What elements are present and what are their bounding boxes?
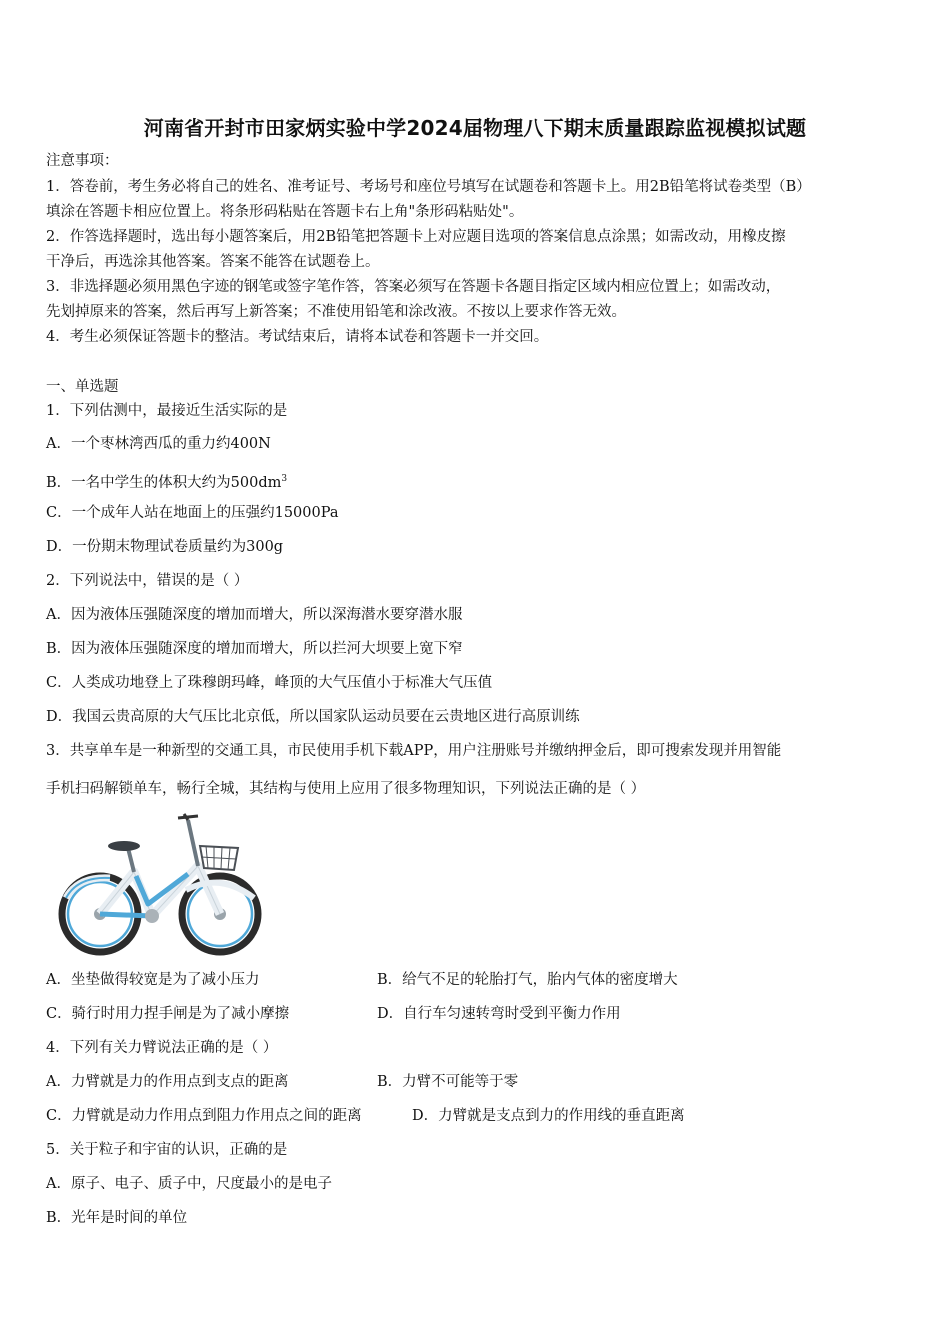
notice-line: 3．非选择题必须用黑色字迹的钢笔或签字笔作答，答案必须写在答题卡各题目指定区域内相应位置上；如需改动， bbox=[46, 279, 781, 295]
q4-option-d: D．力臂就是支点到力的作用线的垂直距离 bbox=[412, 1108, 685, 1124]
q4-option-b: B．力臂不可能等于零 bbox=[377, 1074, 519, 1090]
notice-line: 填涂在答题卡相应位置上。将条形码粘贴在答题卡右上角"条形码粘贴处"。 bbox=[46, 204, 524, 220]
handlebar bbox=[178, 814, 198, 820]
q2-option-d: D．我国云贵高原的大气压比北京低，所以国家队运动员要在云贵地区进行高原训练 bbox=[46, 709, 580, 725]
notice-line: 2．作答选择题时，选出每小题答案后，用2B铅笔把答题卡上对应题目选项的答案信息点涂黑；如需改动，用橡皮擦 bbox=[46, 229, 786, 245]
q2-option-c: C．人类成功地登上了珠穆朗玛峰，峰顶的大气压值小于标准大气压值 bbox=[46, 675, 493, 691]
q1-option-b-superscript: 3 bbox=[281, 474, 288, 484]
q1-stem: 1．下列估测中，最接近生活实际的是 bbox=[46, 403, 288, 419]
notice-line: 干净后，再选涂其他答案。答案不能答在试题卷上。 bbox=[46, 254, 380, 270]
q4-stem: 4．下列有关力臂说法正确的是（ ） bbox=[46, 1040, 278, 1056]
q1-option-c: C．一个成年人站在地面上的压强约15000Pa bbox=[46, 505, 339, 521]
q3-option-d: D．自行车匀速转弯时受到平衡力作用 bbox=[377, 1006, 621, 1022]
q1-option-b-text: B．一名中学生的体积大约为500dm bbox=[46, 475, 282, 491]
q2-stem: 2．下列说法中，错误的是（ ） bbox=[46, 573, 249, 589]
q3-option-b: B．给气不足的轮胎打气，胎内气体的密度增大 bbox=[377, 972, 678, 988]
q4-option-a: A．力臂就是力的作用点到支点的距离 bbox=[46, 1074, 289, 1090]
notice-heading: 注意事项： bbox=[46, 153, 119, 169]
notice-line: 1．答卷前，考生务必将自己的姓名、准考证号、考场号和座位号填写在试题卷和答题卡上。用2B铅笔将试卷类型（B） bbox=[46, 179, 811, 195]
q5-stem: 5．关于粒子和宇宙的认识，正确的是 bbox=[46, 1142, 288, 1158]
bike-seat bbox=[108, 841, 140, 851]
q3-stem-line1: 3．共享单车是一种新型的交通工具，市民使用手机下载APP，用户注册账号并缴纳押金后，即可搜索发现并用智能 bbox=[46, 743, 782, 759]
page-title: 河南省开封市田家炳实验中学2024届物理八下期末质量跟踪监视模拟试题 bbox=[143, 116, 807, 140]
q1-option-d: D．一份期末物理试卷质量约为300g bbox=[46, 539, 284, 555]
q5-option-b: B．光年是时间的单位 bbox=[46, 1210, 188, 1226]
q3-option-c: C．骑行时用力捏手闸是为了减小摩擦 bbox=[46, 1006, 290, 1022]
q2-option-a: A．因为液体压强随深度的增加而增大，所以深海潜水要穿潜水服 bbox=[46, 607, 463, 623]
q1-option-b bbox=[46, 469, 287, 493]
bicycle-illustration bbox=[48, 812, 264, 960]
q1-option-a: A．一个枣林湾西瓜的重力约400N bbox=[46, 436, 271, 452]
q3-option-a: A．坐垫做得较宽是为了减小压力 bbox=[46, 972, 260, 988]
q2-option-b: B．因为液体压强随深度的增加而增大，所以拦河大坝要上宽下窄 bbox=[46, 641, 463, 657]
q5-option-a: A．原子、电子、质子中，尺度最小的是电子 bbox=[46, 1176, 332, 1192]
section-heading: 一、单选题 bbox=[46, 379, 119, 395]
notice-line: 先划掉原来的答案，然后再写上新答案；不准使用铅笔和涂改液。不按以上要求作答无效。 bbox=[46, 304, 626, 320]
q4-option-c: C．力臂就是动力作用点到阻力作用点之间的距离 bbox=[46, 1108, 362, 1124]
q3-stem-line2: 手机扫码解锁单车，畅行全城，其结构与使用上应用了很多物理知识，下列说法正确的是（ ） bbox=[46, 781, 646, 797]
notice-line: 4．考生必须保证答题卡的整洁。考试结束后，请将本试卷和答题卡一并交回。 bbox=[46, 329, 549, 345]
